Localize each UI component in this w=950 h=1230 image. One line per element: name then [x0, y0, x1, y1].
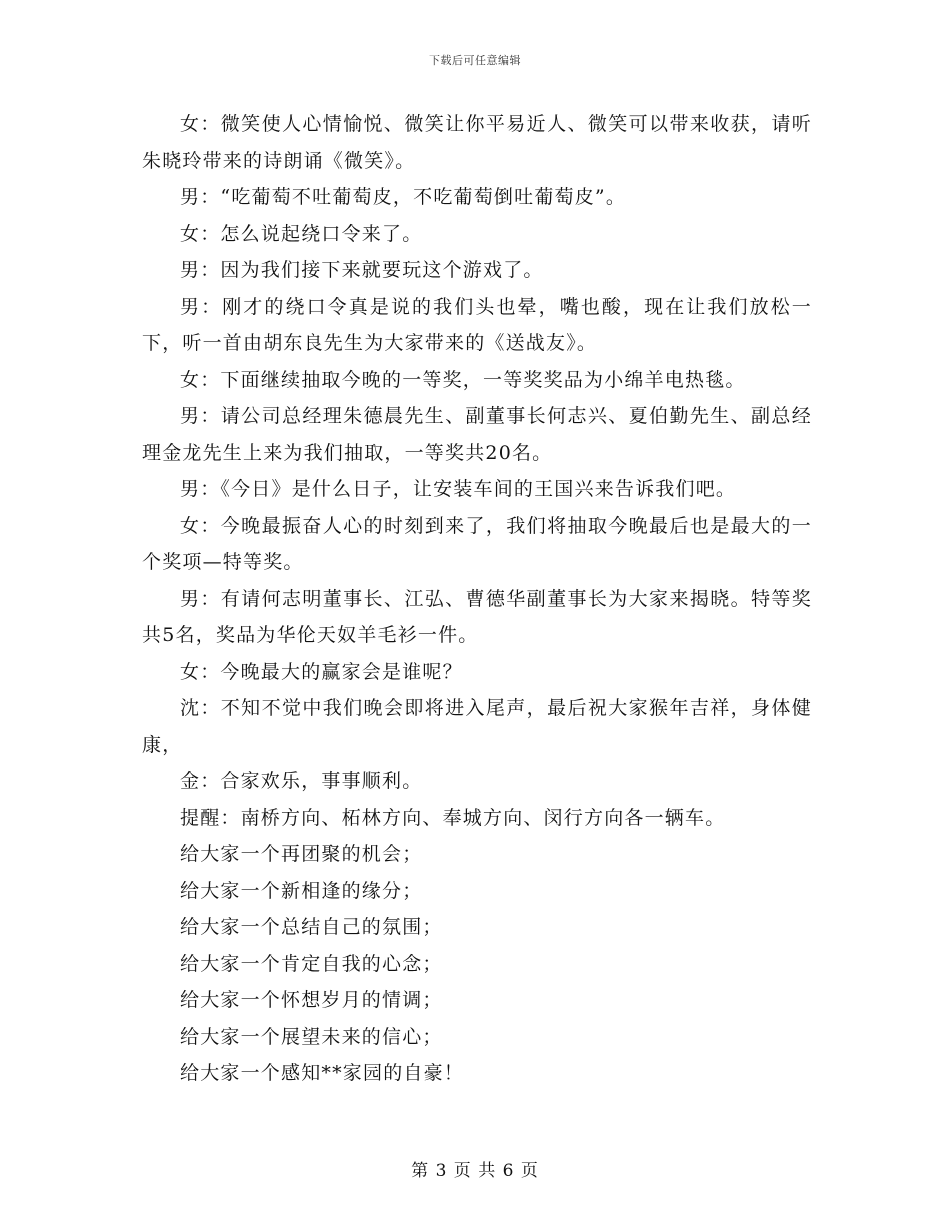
paragraph: 男：因为我们接下来就要玩这个游戏了。	[180, 259, 544, 281]
paragraph: 男：《今日》是什么日子，让安装车间的王国兴来告诉我们吧。	[180, 478, 737, 500]
paragraph: 提醒：南桥方向、柘林方向、奉城方向、闵行方向各一辆车。	[180, 806, 726, 829]
paragraph: 给大家一个怀想岁月的情调；	[180, 989, 443, 1011]
paragraph: 金：合家欢乐，事事顺利。	[180, 770, 423, 792]
page-number-footer: 第 3 页 共 6 页	[411, 1161, 539, 1181]
paragraph: 沈：不知不觉中我们晚会即将进入尾声，最后祝大家猴年吉祥，身体健康，	[142, 697, 812, 756]
paragraph: 女：怎么说起绕口令来了。	[180, 222, 423, 245]
paragraph: 男：刚才的绕口令真是说的我们头也晕，嘴也酸，现在让我们放松一下，听一首由胡东良先生为大家带来的《送战友》。	[142, 295, 812, 354]
paragraph: 给大家一个新相逢的缘分；	[180, 879, 423, 902]
paragraph: 给大家一个总结自己的氛围；	[180, 916, 443, 938]
paragraph: 女：今晚最大的赢家会是谁呢？	[180, 660, 463, 683]
paragraph: 给大家一个感知**家园的自豪！	[180, 1062, 465, 1084]
paragraph: 给大家一个肯定自我的心念；	[180, 952, 443, 975]
paragraph: 女：今晚最振奋人心的时刻到来了，我们将抽取今晚最后也是最大的一个奖项—特等奖。	[142, 514, 812, 573]
page-header: 下载后可任意编辑	[429, 54, 521, 67]
document-body	[142, 106, 812, 1092]
paragraph: 女：下面继续抽取今晚的一等奖，一等奖奖品为小绵羊电热毯。	[180, 368, 746, 391]
paragraph: 男：请公司总经理朱德晨先生、副董事长何志兴、夏伯勤先生、副总经理金龙先生上来为我们抽取，一等奖共20名。	[142, 405, 812, 464]
paragraph: 男：“吃葡萄不吐葡萄皮，不吃葡萄倒吐葡萄皮”。	[180, 186, 627, 208]
paragraph: 女：微笑使人心情愉悦、微笑让你平易近人、微笑可以带来收获，请听朱晓玲带来的诗朗诵《微笑》。	[142, 113, 812, 172]
paragraph: 给大家一个再团聚的机会；	[180, 843, 423, 865]
paragraph: 男：有请何志明董事长、江弘、曹德华副董事长为大家来揭晓。特等奖共5名，奖品为华伦天奴羊毛衫一件。	[142, 587, 812, 646]
paragraph: 给大家一个展望未来的信心；	[180, 1025, 443, 1048]
